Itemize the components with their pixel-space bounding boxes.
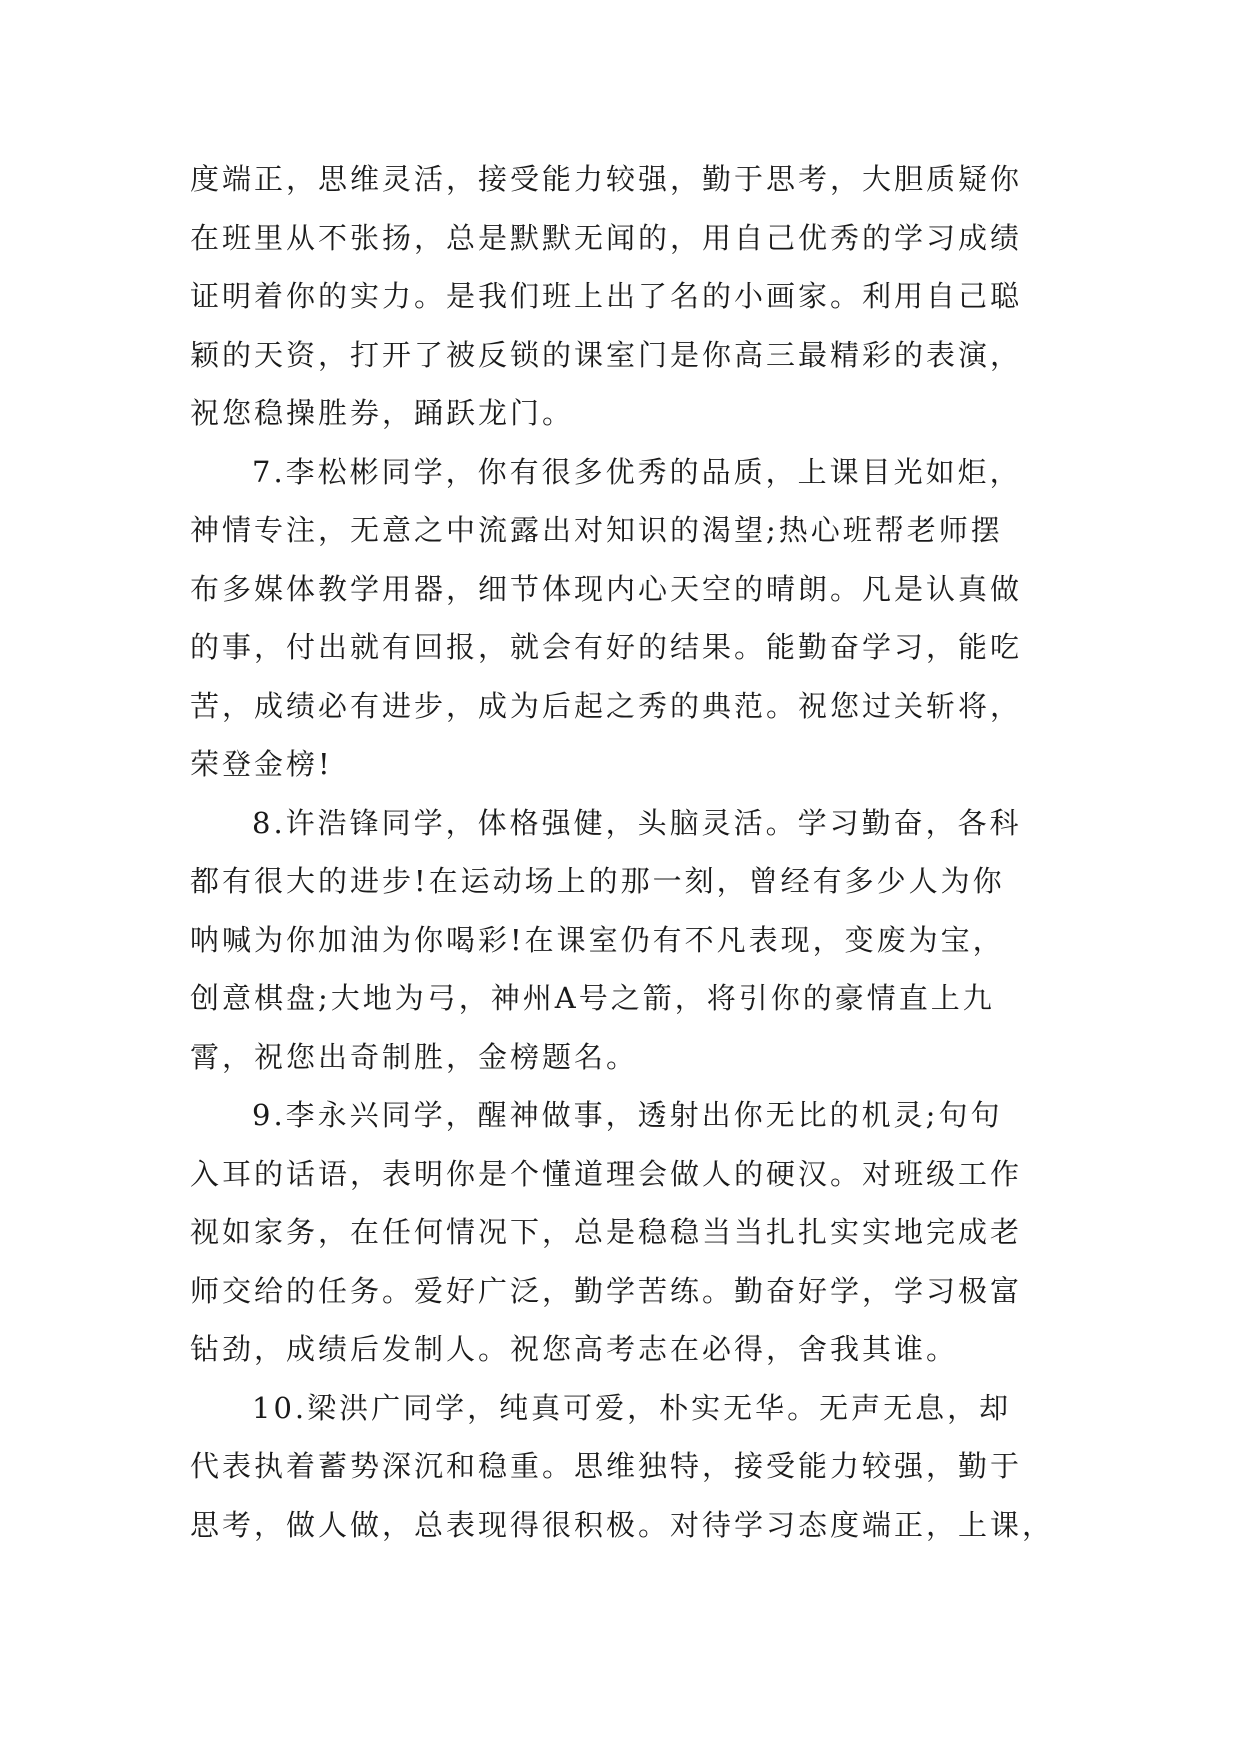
paragraph-start-line: 10.梁洪广同学，纯真可爱，朴实无华。无声无息，却 (252, 1390, 1012, 1425)
text-line: 代表执着蓄势深沉和稳重。思维独特，接受能力较强，勤于 (190, 1449, 1023, 1483)
paragraph-start-line: 7.李松彬同学，你有很多优秀的品质，上课目光如炬， (252, 454, 1022, 489)
text-line: 霄，祝您出奇制胜，金榜题名。 (190, 1039, 639, 1074)
text-line: 在班里从不张扬，总是默默无闻的，用自己优秀的学习成绩 (190, 220, 1023, 255)
text-line: 荣登金榜! (190, 747, 333, 781)
text-line: 祝您稳操胜券，踊跃龙门。 (190, 396, 575, 430)
text-line: 钻劲，成绩后发制人。祝您高考志在必得，舍我其谁。 (190, 1332, 959, 1366)
document-body (190, 150, 1070, 1554)
paragraph-start-line: 8.许浩锋同学，体格强健，头脑灵活。学习勤奋，各科 (252, 805, 1022, 840)
text-line: 师交给的任务。爱好广泛，勤学苦练。勤奋好学，学习极富 (190, 1273, 1023, 1308)
paragraph-start-line: 9.李永兴同学，醒神做事，透射出你无比的机灵;句句 (252, 1098, 1003, 1132)
text-line: 的事，付出就有回报，就会有好的结果。能勤奋学习，能吃 (190, 630, 1023, 664)
text-line: 度端正，思维灵活，接受能力较强，勤于思考，大胆质疑你 (190, 162, 1023, 196)
text-line: 入耳的话语，表明你是个懂道理会做人的硬汉。对班级工作 (190, 1156, 1023, 1191)
text-line: 苦，成绩必有进步，成为后起之秀的典范。祝您过关斩将， (190, 688, 1023, 723)
text-line: 神情专注，无意之中流露出对知识的渴望;热心班帮老师摆 (190, 513, 1003, 547)
text-line: 布多媒体教学用器，细节体现内心天空的晴朗。凡是认真做 (190, 571, 1023, 606)
text-line: 都有很大的进步!在运动场上的那一刻，曾经有多少人为你 (190, 864, 1005, 898)
text-line: 创意棋盘;大地为弓，神州A号之箭，将引你的豪情直上九 (190, 981, 995, 1015)
text-line: 颖的天资，打开了被反锁的课室门是你高三最精彩的表演， (190, 337, 1023, 372)
text-line: 思考，做人做，总表现得很积极。对待学习态度端正，上课， (190, 1507, 1055, 1542)
text-line: 视如家务，在任何情况下，总是稳稳当当扎扎实实地完成老 (190, 1215, 1023, 1249)
text-line: 证明着你的实力。是我们班上出了名的小画家。利用自己聪 (190, 279, 1023, 313)
text-line: 呐喊为你加油为你喝彩!在课室仍有不凡表现，变废为宝， (190, 922, 1005, 957)
